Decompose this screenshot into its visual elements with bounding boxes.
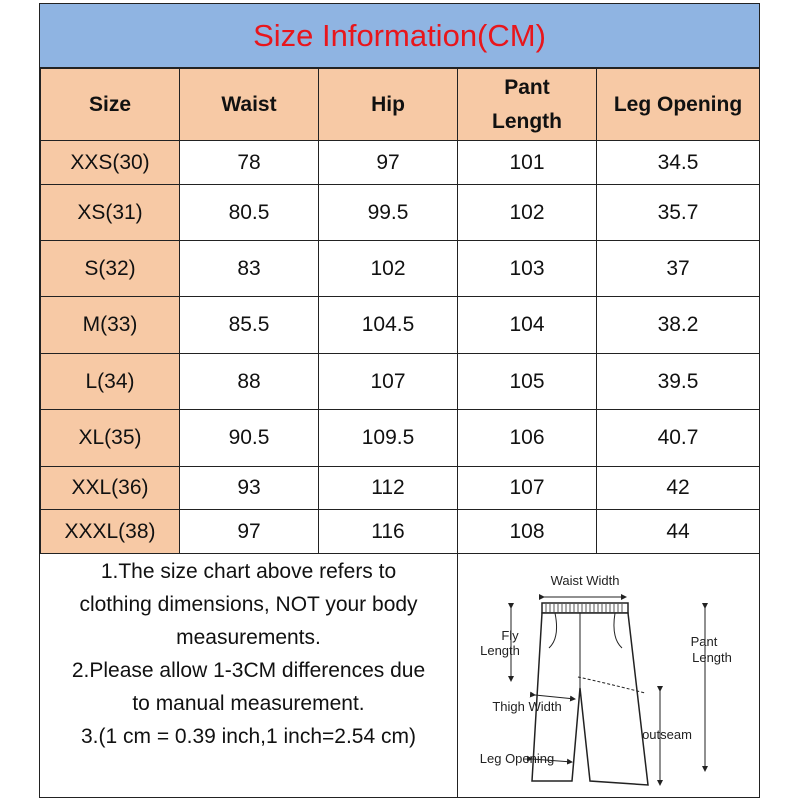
cell-leg-opening: 44	[597, 510, 760, 554]
cell-waist: 83	[180, 241, 319, 297]
note-line: 2.Please allow 1-3CM differences due	[71, 659, 426, 682]
note-line: 3.(1 cm = 0.39 inch,1 inch=2.54 cm)	[80, 725, 416, 748]
table-row	[41, 510, 760, 554]
cell-hip: 116	[319, 510, 458, 554]
cell-leg-opening: 34.5	[597, 141, 760, 185]
page-title: Size Information(CM)	[40, 4, 759, 68]
pant-length-label-1: Pant	[690, 634, 718, 649]
cell-waist: 80.5	[180, 185, 319, 241]
note-line: 1.The size chart above refers to	[100, 560, 397, 583]
header-leg-opening: Leg Opening	[597, 69, 760, 141]
cell-size: XL(35)	[41, 410, 180, 467]
cell-hip: 109.5	[319, 410, 458, 467]
cell-size: XXL(36)	[41, 467, 180, 510]
fly-length-label-2: Length	[480, 643, 520, 658]
cell-waist: 93	[180, 467, 319, 510]
cell-pant-length: 102	[458, 185, 597, 241]
waist-width-label: Waist Width	[550, 573, 620, 588]
note-line: clothing dimensions, NOT your body	[79, 593, 418, 616]
pants-diagram-svg	[459, 553, 759, 797]
table-header-row	[41, 69, 760, 141]
cell-hip: 112	[319, 467, 458, 510]
cell-size: XS(31)	[41, 185, 180, 241]
cell-waist: 97	[180, 510, 319, 554]
cell-leg-opening: 35.7	[597, 185, 760, 241]
fly-length-label-1: Fly	[501, 628, 519, 643]
header-hip: Hip	[319, 69, 458, 141]
thigh-width-label: Thigh Width	[492, 699, 562, 714]
cell-waist: 85.5	[180, 297, 319, 354]
table-row	[41, 467, 760, 510]
cell-waist: 78	[180, 141, 319, 185]
header-waist: Waist	[180, 69, 319, 141]
table-row	[41, 141, 760, 185]
header-pant-length: Pant Length	[458, 69, 597, 141]
cell-leg-opening: 40.7	[597, 410, 760, 467]
cell-pant-length: 104	[458, 297, 597, 354]
cell-hip: 99.5	[319, 185, 458, 241]
size-notes	[40, 553, 458, 797]
cell-leg-opening: 38.2	[597, 297, 760, 354]
cell-pant-length: 101	[458, 141, 597, 185]
cell-waist: 88	[180, 354, 319, 410]
table-row	[41, 297, 760, 354]
pant-length-label-2: Length	[692, 650, 732, 665]
cell-hip: 104.5	[319, 297, 458, 354]
cell-pant-length: 105	[458, 354, 597, 410]
cell-pant-length: 106	[458, 410, 597, 467]
cell-size: XXS(30)	[41, 141, 180, 185]
waistband-shape	[542, 603, 628, 613]
cell-size: S(32)	[41, 241, 180, 297]
note-line: measurements.	[176, 626, 321, 649]
cell-pant-length: 103	[458, 241, 597, 297]
cell-pant-length: 108	[458, 510, 597, 554]
cell-size: XXXL(38)	[41, 510, 180, 554]
header-size: Size	[41, 69, 180, 141]
note-line: to manual measurement.	[132, 692, 365, 715]
outseam-label: outseam	[642, 727, 692, 742]
cell-leg-opening: 39.5	[597, 354, 760, 410]
cell-hip: 107	[319, 354, 458, 410]
cell-leg-opening: 37	[597, 241, 760, 297]
leg-opening-label: Leg Opening	[479, 751, 555, 766]
cell-pant-length: 107	[458, 467, 597, 510]
cell-hip: 102	[319, 241, 458, 297]
size-table	[40, 68, 760, 554]
table-row	[41, 185, 760, 241]
cell-hip: 97	[319, 141, 458, 185]
table-row	[41, 241, 760, 297]
cell-size: M(33)	[41, 297, 180, 354]
cell-leg-opening: 42	[597, 467, 760, 510]
cell-waist: 90.5	[180, 410, 319, 467]
cell-size: L(34)	[41, 354, 180, 410]
table-row	[41, 410, 760, 467]
table-row	[41, 354, 760, 410]
pants-measurement-diagram	[459, 553, 759, 797]
